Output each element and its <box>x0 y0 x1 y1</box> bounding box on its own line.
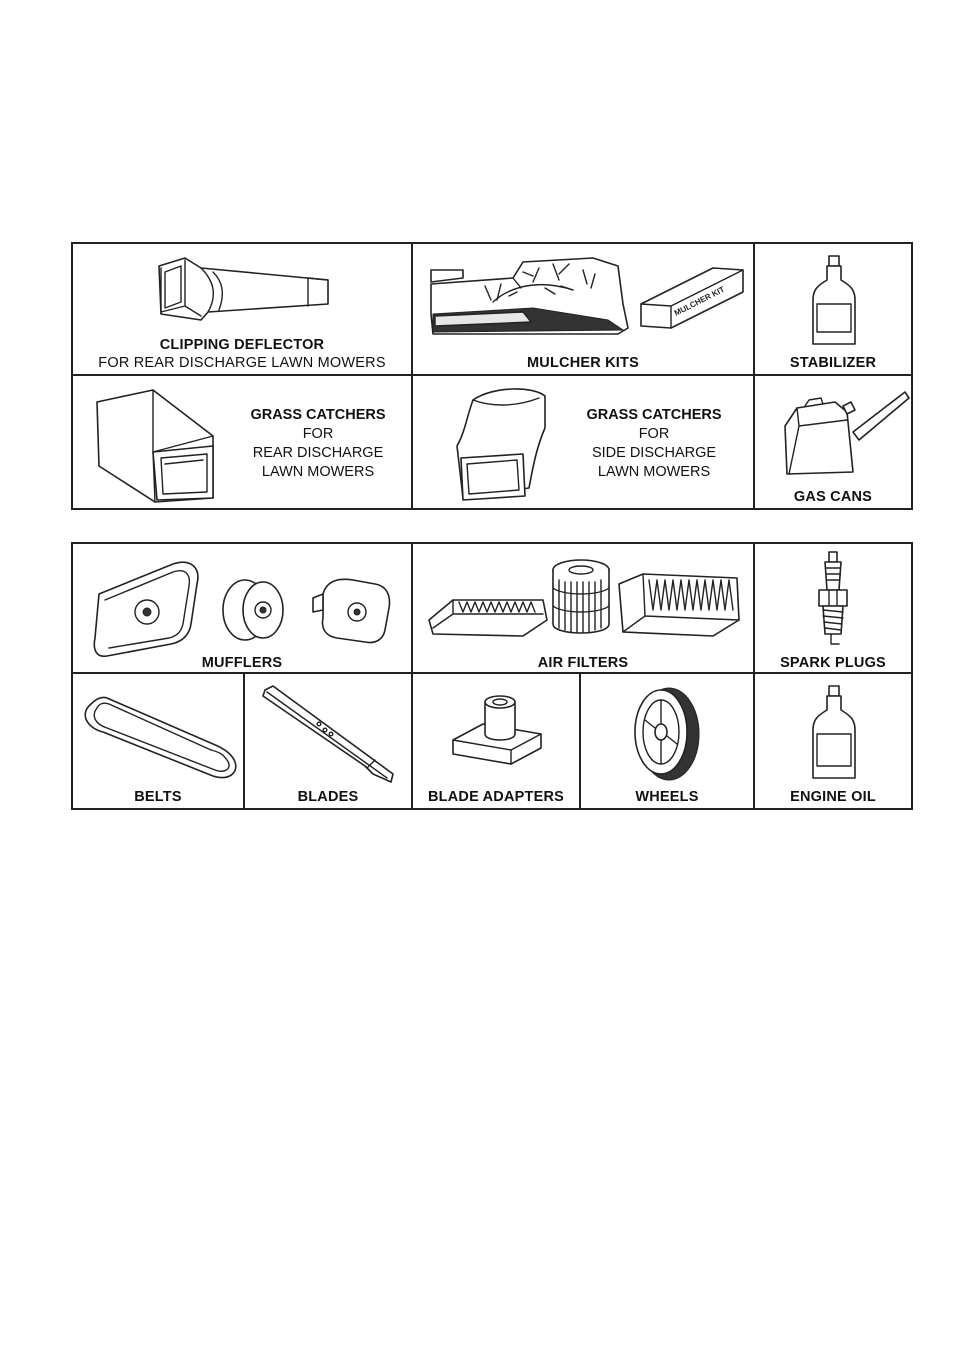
mulcher-kits-title: MULCHER KITS <box>527 355 639 371</box>
cell-mulcher-kits <box>413 244 755 376</box>
wheels-title: WHEELS <box>635 789 699 805</box>
belts-title: BELTS <box>134 789 182 805</box>
grass-catchers-side-label <box>568 406 740 482</box>
cell-stabilizer <box>755 244 911 376</box>
grass-catchers-rear-line1: GRASS CATCHERS <box>250 407 386 423</box>
stabilizer-bottle-icon <box>755 244 911 354</box>
stabilizer-title: STABILIZER <box>789 355 877 371</box>
cell-blade-adapters <box>413 674 581 808</box>
grass-catchers-side-line2: FOR <box>638 426 670 442</box>
cell-mufflers <box>73 544 413 674</box>
cell-grass-catchers-rear <box>73 376 413 508</box>
cell-belts <box>73 674 245 808</box>
cell-spark-plugs <box>755 544 911 674</box>
mufflers-title: MUFFLERS <box>201 655 283 671</box>
cell-grass-catchers-side <box>413 376 755 508</box>
clipping-deflector-icon <box>73 244 413 344</box>
grass-catchers-side-line1: GRASS CATCHERS <box>586 407 722 423</box>
cell-gas-cans <box>755 376 911 508</box>
grass-catchers-side-line3: SIDE DISCHARGE <box>591 445 717 461</box>
cell-blades <box>245 674 413 808</box>
cell-clipping-deflector <box>73 244 413 376</box>
clipping-deflector-subtitle: FOR REAR DISCHARGE LAWN MOWERS <box>98 355 386 371</box>
blade-adapter-icon <box>413 674 581 786</box>
mufflers-icon <box>73 544 413 654</box>
blades-title: BLADES <box>297 789 359 805</box>
accessories-panel-top <box>71 242 913 510</box>
grass-catchers-rear-line4: LAWN MOWERS <box>261 464 375 480</box>
accessories-panel-bottom <box>71 542 913 810</box>
grass-catchers-rear-line3: REAR DISCHARGE <box>252 445 384 461</box>
spark-plug-icon <box>755 544 911 654</box>
clipping-deflector-title: CLIPPING DEFLECTOR <box>159 337 325 353</box>
engine-oil-title: ENGINE OIL <box>790 789 876 805</box>
cell-wheels <box>581 674 755 808</box>
engine-oil-bottle-icon <box>755 674 911 786</box>
cell-air-filters <box>413 544 755 674</box>
mulcher-kit-icon <box>413 244 755 354</box>
spark-plugs-title: SPARK PLUGS <box>780 655 886 671</box>
blade-adapters-title: BLADE ADAPTERS <box>428 789 564 805</box>
wheel-icon <box>581 674 755 786</box>
grass-catchers-rear-label <box>233 406 403 482</box>
grass-catchers-side-line4: LAWN MOWERS <box>597 464 711 480</box>
belt-icon <box>73 674 245 786</box>
grass-catchers-rear-line2: FOR <box>302 426 334 442</box>
gas-can-icon <box>755 376 911 486</box>
mulcher-kit-box-text: MULCHER KIT <box>672 284 727 318</box>
gas-cans-title: GAS CANS <box>793 489 873 505</box>
cell-engine-oil <box>755 674 911 808</box>
air-filters-title: AIR FILTERS <box>537 655 629 671</box>
air-filters-icon <box>413 544 755 654</box>
blade-icon <box>245 674 413 786</box>
